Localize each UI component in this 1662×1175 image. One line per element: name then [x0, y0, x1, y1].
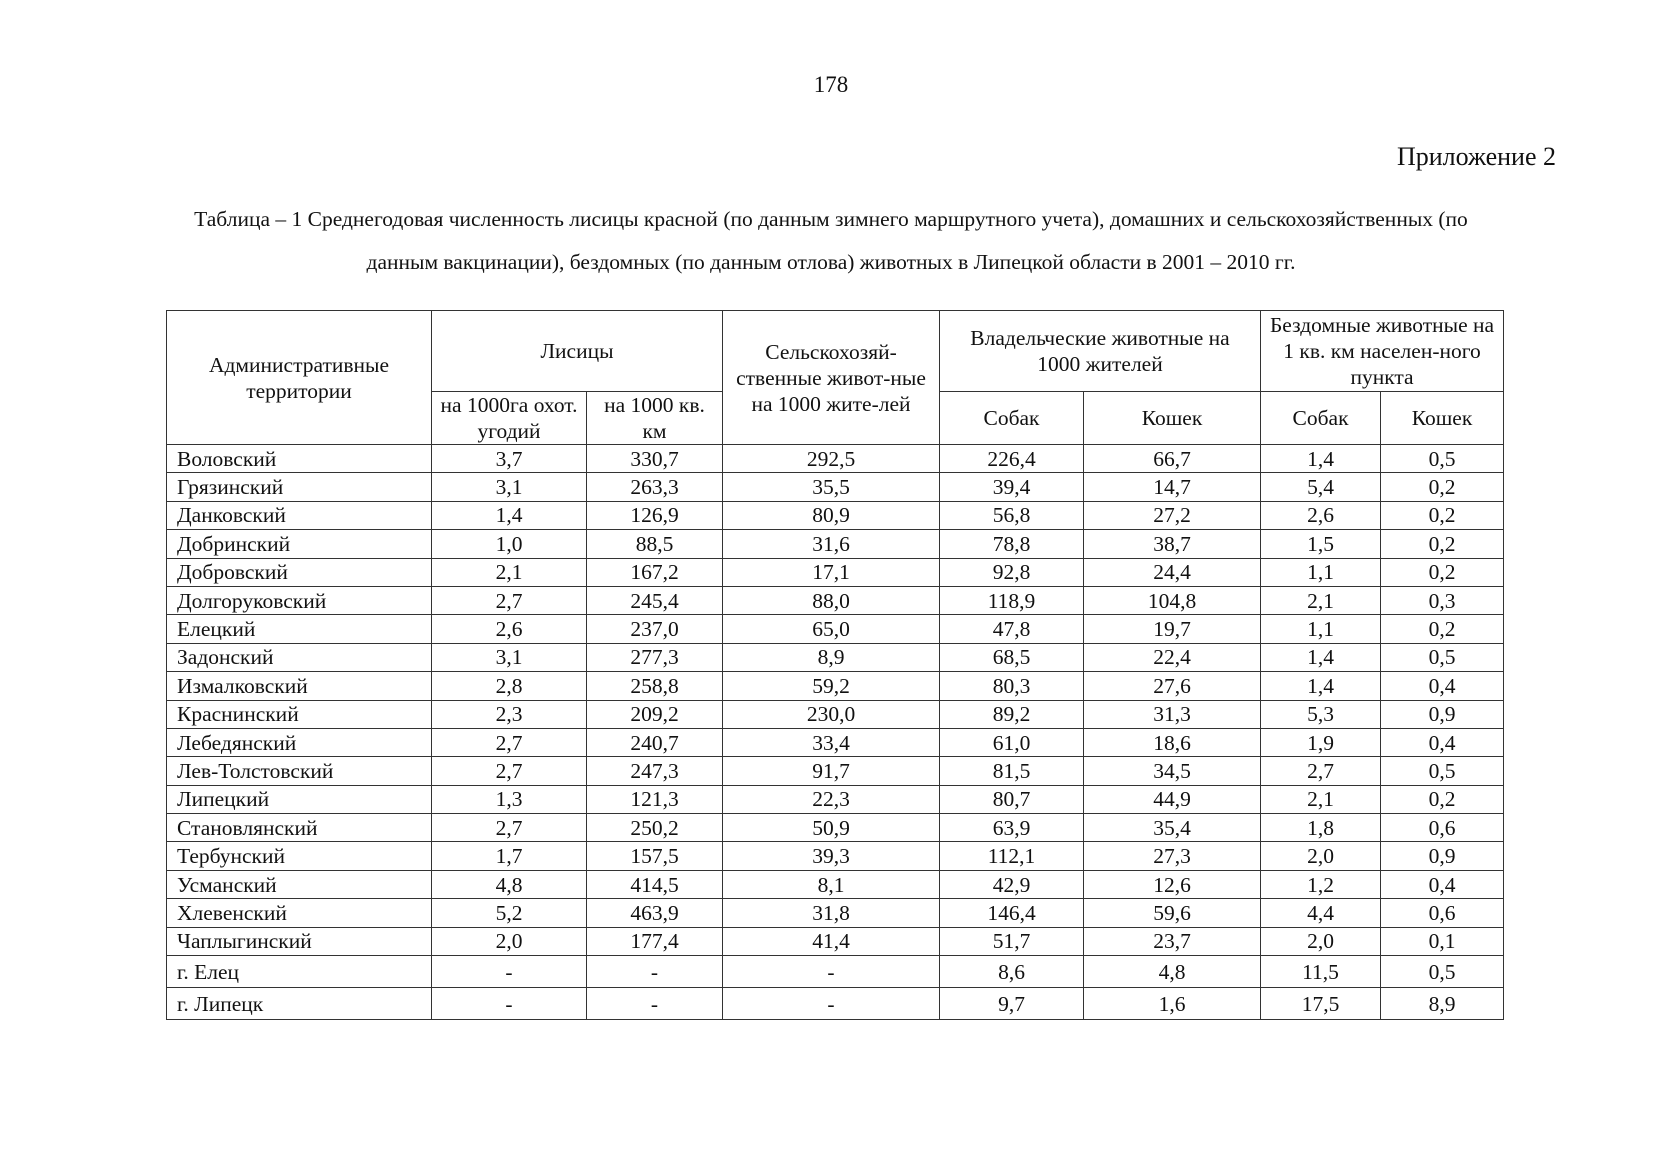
farm-animals-cell: 65,0: [723, 615, 940, 643]
stray-cats-cell: 0,2: [1381, 530, 1504, 558]
territory-cell: Краснинский: [167, 700, 432, 728]
farm-animals-cell: -: [723, 988, 940, 1020]
foxes-1000ha-cell: 2,3: [432, 700, 587, 728]
territory-cell: Лев-Толстовский: [167, 757, 432, 785]
farm-animals-cell: -: [723, 956, 940, 988]
table-body: [167, 445, 1504, 1020]
stray-cats-cell: 0,4: [1381, 728, 1504, 756]
stray-dogs-cell: 2,0: [1261, 842, 1381, 870]
stray-cats-cell: 0,9: [1381, 842, 1504, 870]
foxes-1000ha-cell: 3,1: [432, 473, 587, 501]
foxes-1000sqkm-cell: 237,0: [587, 615, 723, 643]
owned-cats-cell: 24,4: [1084, 558, 1261, 586]
farm-animals-cell: 80,9: [723, 501, 940, 529]
owned-dogs-cell: 80,3: [940, 672, 1084, 700]
owned-dogs-cell: 78,8: [940, 530, 1084, 558]
territory-cell: Добровский: [167, 558, 432, 586]
stray-dogs-cell: 1,1: [1261, 615, 1381, 643]
table-row: [167, 785, 1504, 813]
owned-cats-cell: 14,7: [1084, 473, 1261, 501]
owned-dogs-cell: 42,9: [940, 870, 1084, 898]
territory-cell: Хлевенский: [167, 899, 432, 927]
table-row: [167, 814, 1504, 842]
foxes-1000sqkm-cell: 126,9: [587, 501, 723, 529]
owned-cats-cell: 38,7: [1084, 530, 1261, 558]
farm-animals-cell: 22,3: [723, 785, 940, 813]
header-territories: Административные территории: [167, 311, 432, 445]
owned-dogs-cell: 51,7: [940, 927, 1084, 955]
table-row: [167, 870, 1504, 898]
table-row: [167, 558, 1504, 586]
territory-cell: Чаплыгинский: [167, 927, 432, 955]
table-row: [167, 956, 1504, 988]
owned-cats-cell: 1,6: [1084, 988, 1261, 1020]
owned-dogs-cell: 89,2: [940, 700, 1084, 728]
table-caption: [118, 198, 1544, 284]
foxes-1000ha-cell: 2,7: [432, 586, 587, 614]
territory-cell: Воловский: [167, 445, 432, 473]
table-row: [167, 728, 1504, 756]
appendix-label: Приложение 2: [1396, 142, 1556, 171]
table-row: [167, 700, 1504, 728]
foxes-1000ha-cell: 1,7: [432, 842, 587, 870]
stray-dogs-cell: 2,0: [1261, 927, 1381, 955]
stray-cats-cell: 0,4: [1381, 870, 1504, 898]
foxes-1000sqkm-cell: 247,3: [587, 757, 723, 785]
header-stray-animals: Бездомные животные на 1 кв. км населен-ного пункта: [1261, 311, 1504, 392]
farm-animals-cell: 91,7: [723, 757, 940, 785]
table-row: [167, 927, 1504, 955]
owned-dogs-cell: 68,5: [940, 643, 1084, 671]
foxes-1000sqkm-cell: 463,9: [587, 899, 723, 927]
owned-dogs-cell: 63,9: [940, 814, 1084, 842]
territory-cell: Добринский: [167, 530, 432, 558]
farm-animals-cell: 33,4: [723, 728, 940, 756]
page-number: 178: [813, 72, 849, 97]
owned-cats-cell: 18,6: [1084, 728, 1261, 756]
owned-cats-cell: 104,8: [1084, 586, 1261, 614]
farm-animals-cell: 17,1: [723, 558, 940, 586]
foxes-1000ha-cell: -: [432, 956, 587, 988]
foxes-1000ha-cell: 2,0: [432, 927, 587, 955]
owned-dogs-cell: 56,8: [940, 501, 1084, 529]
table-row: [167, 757, 1504, 785]
foxes-1000sqkm-cell: 258,8: [587, 672, 723, 700]
header-foxes-per-1000sqkm: на 1000 кв. км: [587, 392, 723, 445]
foxes-1000sqkm-cell: -: [587, 956, 723, 988]
territory-cell: Задонский: [167, 643, 432, 671]
foxes-1000sqkm-cell: 277,3: [587, 643, 723, 671]
owned-cats-cell: 34,5: [1084, 757, 1261, 785]
owned-dogs-cell: 226,4: [940, 445, 1084, 473]
foxes-1000sqkm-cell: 245,4: [587, 586, 723, 614]
stray-dogs-cell: 1,2: [1261, 870, 1381, 898]
foxes-1000ha-cell: 1,0: [432, 530, 587, 558]
owned-cats-cell: 4,8: [1084, 956, 1261, 988]
territory-cell: Елецкий: [167, 615, 432, 643]
caption-line-1: Таблица – 1 Среднегодовая численность лисицы красной (по данным зимнего маршрутного учета), домашних и сельскохозяйственных (по: [194, 207, 1468, 231]
owned-dogs-cell: 9,7: [940, 988, 1084, 1020]
foxes-1000ha-cell: 2,7: [432, 728, 587, 756]
table-row: [167, 988, 1504, 1020]
owned-dogs-cell: 39,4: [940, 473, 1084, 501]
farm-animals-cell: 292,5: [723, 445, 940, 473]
foxes-1000ha-cell: 3,1: [432, 643, 587, 671]
owned-cats-cell: 12,6: [1084, 870, 1261, 898]
foxes-1000sqkm-cell: 263,3: [587, 473, 723, 501]
owned-dogs-cell: 146,4: [940, 899, 1084, 927]
owned-cats-cell: 35,4: [1084, 814, 1261, 842]
owned-cats-cell: 44,9: [1084, 785, 1261, 813]
table-row: [167, 615, 1504, 643]
foxes-1000ha-cell: -: [432, 988, 587, 1020]
stray-dogs-cell: 2,7: [1261, 757, 1381, 785]
foxes-1000sqkm-cell: 167,2: [587, 558, 723, 586]
table-header: [167, 311, 1504, 445]
owned-cats-cell: 27,2: [1084, 501, 1261, 529]
farm-animals-cell: 39,3: [723, 842, 940, 870]
owned-cats-cell: 23,7: [1084, 927, 1261, 955]
table-row: [167, 643, 1504, 671]
foxes-1000ha-cell: 2,8: [432, 672, 587, 700]
foxes-1000sqkm-cell: 157,5: [587, 842, 723, 870]
owned-dogs-cell: 61,0: [940, 728, 1084, 756]
stray-dogs-cell: 11,5: [1261, 956, 1381, 988]
foxes-1000ha-cell: 2,7: [432, 814, 587, 842]
foxes-1000sqkm-cell: 209,2: [587, 700, 723, 728]
header-foxes-per-1000ha: на 1000га охот. угодий: [432, 392, 587, 445]
header-owned-animals: Владельческие животные на 1000 жителей: [940, 311, 1261, 392]
foxes-1000ha-cell: 4,8: [432, 870, 587, 898]
farm-animals-cell: 8,9: [723, 643, 940, 671]
foxes-1000ha-cell: 5,2: [432, 899, 587, 927]
foxes-1000ha-cell: 3,7: [432, 445, 587, 473]
stray-dogs-cell: 2,6: [1261, 501, 1381, 529]
territory-cell: Становлянский: [167, 814, 432, 842]
stray-cats-cell: 0,5: [1381, 757, 1504, 785]
stray-dogs-cell: 5,3: [1261, 700, 1381, 728]
foxes-1000sqkm-cell: 250,2: [587, 814, 723, 842]
stray-cats-cell: 0,2: [1381, 785, 1504, 813]
territory-cell: Долгоруковский: [167, 586, 432, 614]
table-row: [167, 530, 1504, 558]
stray-dogs-cell: 5,4: [1261, 473, 1381, 501]
header-owned-cats: Кошек: [1084, 392, 1261, 445]
stray-dogs-cell: 17,5: [1261, 988, 1381, 1020]
stray-cats-cell: 0,5: [1381, 643, 1504, 671]
farm-animals-cell: 230,0: [723, 700, 940, 728]
caption-line-2: данным вакцинации), бездомных (по данным отлова) животных в Липецкой области в 2001 – 2010 гг.: [366, 250, 1296, 274]
farm-animals-cell: 31,8: [723, 899, 940, 927]
data-table: [166, 310, 1504, 1020]
territory-cell: г. Елец: [167, 956, 432, 988]
stray-dogs-cell: 1,8: [1261, 814, 1381, 842]
foxes-1000sqkm-cell: 414,5: [587, 870, 723, 898]
territory-cell: Липецкий: [167, 785, 432, 813]
table-row: [167, 842, 1504, 870]
foxes-1000sqkm-cell: -: [587, 988, 723, 1020]
territory-cell: Грязинский: [167, 473, 432, 501]
stray-cats-cell: 0,6: [1381, 814, 1504, 842]
foxes-1000ha-cell: 1,4: [432, 501, 587, 529]
stray-cats-cell: 0,5: [1381, 956, 1504, 988]
owned-dogs-cell: 92,8: [940, 558, 1084, 586]
stray-cats-cell: 0,3: [1381, 586, 1504, 614]
owned-cats-cell: 22,4: [1084, 643, 1261, 671]
foxes-1000sqkm-cell: 330,7: [587, 445, 723, 473]
owned-cats-cell: 27,6: [1084, 672, 1261, 700]
header-owned-dogs: Собак: [940, 392, 1084, 445]
farm-animals-cell: 59,2: [723, 672, 940, 700]
stray-cats-cell: 0,2: [1381, 615, 1504, 643]
owned-dogs-cell: 8,6: [940, 956, 1084, 988]
territory-cell: Усманский: [167, 870, 432, 898]
stray-cats-cell: 0,5: [1381, 445, 1504, 473]
stray-cats-cell: 0,2: [1381, 558, 1504, 586]
foxes-1000sqkm-cell: 177,4: [587, 927, 723, 955]
owned-dogs-cell: 47,8: [940, 615, 1084, 643]
stray-cats-cell: 0,6: [1381, 899, 1504, 927]
header-farm-animals: Сельскохозяй-ственные живот-ные на 1000 жите-лей: [723, 311, 940, 445]
stray-dogs-cell: 1,1: [1261, 558, 1381, 586]
owned-dogs-cell: 118,9: [940, 586, 1084, 614]
foxes-1000ha-cell: 2,6: [432, 615, 587, 643]
farm-animals-cell: 35,5: [723, 473, 940, 501]
stray-cats-cell: 0,1: [1381, 927, 1504, 955]
owned-cats-cell: 59,6: [1084, 899, 1261, 927]
stray-dogs-cell: 4,4: [1261, 899, 1381, 927]
owned-cats-cell: 27,3: [1084, 842, 1261, 870]
farm-animals-cell: 31,6: [723, 530, 940, 558]
stray-cats-cell: 0,2: [1381, 501, 1504, 529]
foxes-1000ha-cell: 2,7: [432, 757, 587, 785]
table-row: [167, 445, 1504, 473]
table-row: [167, 672, 1504, 700]
territory-cell: Данковский: [167, 501, 432, 529]
table-row: [167, 501, 1504, 529]
stray-dogs-cell: 1,4: [1261, 445, 1381, 473]
owned-cats-cell: 19,7: [1084, 615, 1261, 643]
stray-dogs-cell: 2,1: [1261, 785, 1381, 813]
farm-animals-cell: 50,9: [723, 814, 940, 842]
header-foxes: Лисицы: [432, 311, 723, 392]
owned-cats-cell: 66,7: [1084, 445, 1261, 473]
farm-animals-cell: 8,1: [723, 870, 940, 898]
table-row: [167, 899, 1504, 927]
stray-dogs-cell: 1,4: [1261, 643, 1381, 671]
foxes-1000ha-cell: 1,3: [432, 785, 587, 813]
owned-dogs-cell: 112,1: [940, 842, 1084, 870]
stray-dogs-cell: 1,4: [1261, 672, 1381, 700]
owned-dogs-cell: 81,5: [940, 757, 1084, 785]
stray-dogs-cell: 2,1: [1261, 586, 1381, 614]
stray-dogs-cell: 1,9: [1261, 728, 1381, 756]
owned-dogs-cell: 80,7: [940, 785, 1084, 813]
owned-cats-cell: 31,3: [1084, 700, 1261, 728]
table-row: [167, 586, 1504, 614]
farm-animals-cell: 41,4: [723, 927, 940, 955]
stray-cats-cell: 0,9: [1381, 700, 1504, 728]
foxes-1000sqkm-cell: 88,5: [587, 530, 723, 558]
stray-cats-cell: 0,4: [1381, 672, 1504, 700]
stray-cats-cell: 0,2: [1381, 473, 1504, 501]
territory-cell: Лебедянский: [167, 728, 432, 756]
farm-animals-cell: 88,0: [723, 586, 940, 614]
foxes-1000sqkm-cell: 240,7: [587, 728, 723, 756]
territory-cell: Тербунский: [167, 842, 432, 870]
table-row: [167, 473, 1504, 501]
territory-cell: Измалковский: [167, 672, 432, 700]
header-stray-dogs: Собак: [1261, 392, 1381, 445]
stray-cats-cell: 8,9: [1381, 988, 1504, 1020]
foxes-1000sqkm-cell: 121,3: [587, 785, 723, 813]
stray-dogs-cell: 1,5: [1261, 530, 1381, 558]
header-stray-cats: Кошек: [1381, 392, 1504, 445]
territory-cell: г. Липецк: [167, 988, 432, 1020]
foxes-1000ha-cell: 2,1: [432, 558, 587, 586]
